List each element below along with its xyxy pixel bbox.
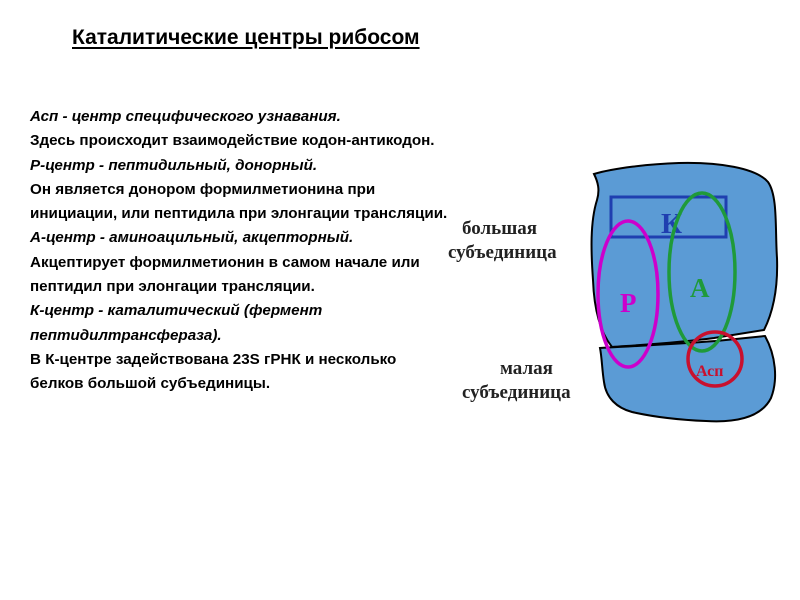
a-center-heading: А-центр - аминоацильный, акцепторный.	[30, 229, 354, 247]
asp-center-description: Здесь происходит взаимодействие кодон-антикодон.	[30, 132, 435, 150]
asp-center-heading: Асп - центр специфического узнавания.	[30, 108, 341, 125]
small-subunit-label-line1: малая	[500, 358, 553, 379]
p-center-description: Он является донором формилметионина при инициации, или пептидила при элонгации трансляции.	[30, 180, 448, 223]
ribosome-diagram	[444, 160, 800, 440]
large-subunit-shape	[592, 163, 778, 347]
k-center-description: В К-центре задействована 23S гРНК и несколько белков большой субъединицы.	[30, 350, 397, 393]
p-center-heading: Р-центр - пептидильный, донорный.	[30, 156, 318, 174]
a-center-description: Акцептирует формилметионин в самом начале или пептидил при элонгации трансляции.	[30, 253, 420, 296]
page-title: Каталитические центры рибосом	[72, 26, 420, 49]
asp-center-label: Асп	[696, 363, 724, 380]
large-subunit-label-line1: большая	[462, 218, 538, 239]
description-text	[30, 105, 448, 397]
small-subunit-shape	[600, 336, 775, 421]
p-center-label: Р	[620, 288, 637, 318]
a-center-label: А	[690, 273, 710, 303]
small-subunit-label-line2: субъединица	[462, 382, 571, 403]
k-center-heading: К-центр - каталитический (фермент пептидилтрансфераза).	[30, 302, 323, 344]
large-subunit-label-line2: субъединица	[448, 242, 557, 263]
k-center-label: К	[661, 208, 683, 240]
